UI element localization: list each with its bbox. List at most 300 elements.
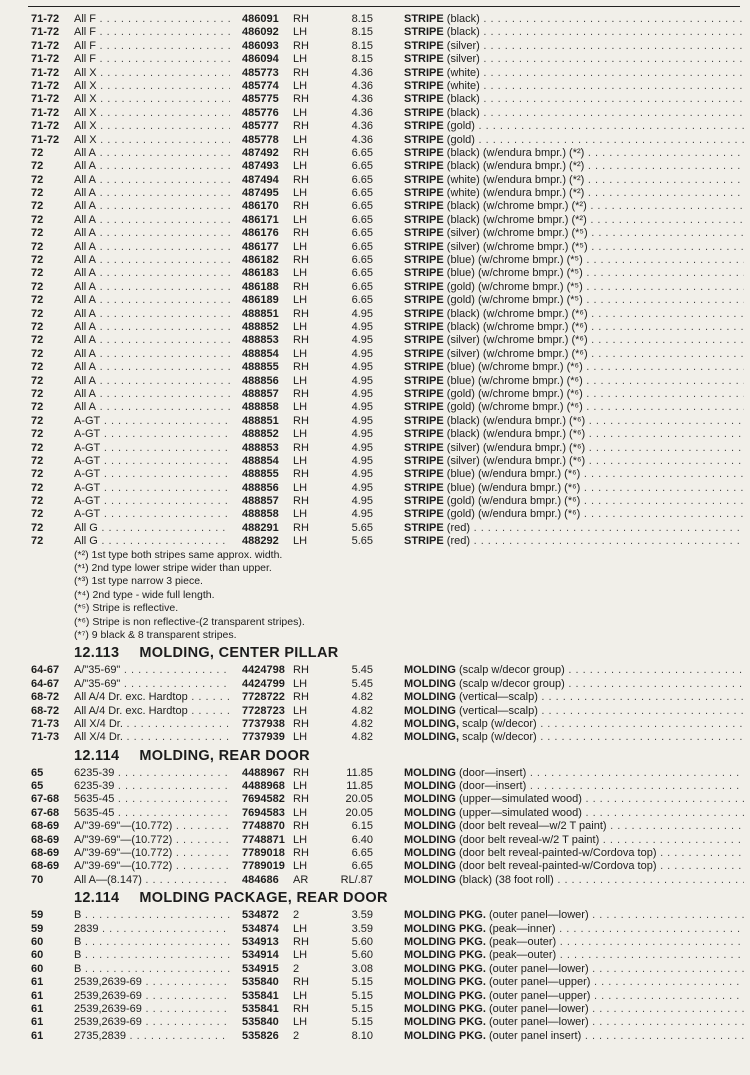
side-cell: LH [293, 481, 308, 494]
description-cell [404, 691, 744, 704]
model-cell: 2735,2839 . . . [74, 1030, 230, 1043]
item-description: (outer panel—lower) [488, 962, 589, 975]
item-name: MOLDING PKG. [404, 936, 486, 948]
model-cell: B . . . [74, 936, 230, 949]
description-cell [404, 949, 744, 962]
item-description: (upper—simulated wood) [459, 793, 582, 806]
model-cell: A/"39-69"—(10.772) . . . [74, 847, 230, 860]
side-cell: RH [293, 39, 309, 52]
description-cell [404, 807, 744, 820]
model-cell: A-GT . . . [74, 495, 230, 508]
side-cell: 2 [293, 1029, 300, 1042]
item-description: (silver) (w/endura bmpr.) (*⁶) [446, 454, 586, 467]
model-cell: All A . . . [74, 401, 230, 414]
part-number-cell: 535840 [242, 976, 279, 989]
item-name: STRIPE [404, 535, 444, 548]
model-cell: 2539,2639-69 . . . [74, 1016, 230, 1029]
description-cell [404, 767, 744, 780]
side-cell: LH [293, 1016, 308, 1029]
side-cell: LH [293, 240, 308, 253]
table-row [0, 200, 750, 213]
item-description: (black) (w/chrome bmpr.) (*⁶) [446, 307, 588, 320]
year-cell: 72 [31, 213, 44, 226]
item-description: scalp (w/decor) [462, 731, 537, 744]
table-row [0, 67, 750, 80]
table-row [0, 1016, 750, 1029]
table-row [0, 401, 750, 414]
description-cell [404, 308, 744, 321]
year-cell: 72 [31, 495, 44, 508]
item-name: STRIPE [404, 387, 444, 400]
table-row [0, 120, 750, 133]
price-cell: 5.60 [351, 936, 373, 948]
description-cell [404, 26, 744, 39]
section-title: MOLDING, CENTER PILLAR [139, 645, 339, 662]
description-cell [404, 847, 744, 860]
model-cell: A/"39-69"—(10.772) . . . [74, 834, 230, 847]
price-cell: 4.95 [351, 468, 373, 481]
description-cell [404, 160, 744, 173]
item-name: STRIPE [404, 133, 444, 146]
part-number-cell: 487493 [242, 160, 279, 173]
year-cell: 60 [31, 949, 44, 962]
model-cell: All A . . . [74, 254, 230, 267]
description-cell [404, 860, 744, 873]
year-cell: 60 [31, 962, 44, 975]
item-description: scalp (w/decor) [462, 717, 537, 730]
year-cell: 71-72 [31, 39, 60, 52]
item-description: (black) (w/endura bmpr.) (*⁶) [446, 428, 586, 441]
item-description: (door—insert) [459, 766, 527, 779]
item-description: (outer panel—upper) [488, 976, 591, 989]
year-cell: 67-68 [31, 793, 60, 806]
description-cell [404, 147, 744, 160]
item-name: STRIPE [404, 39, 444, 52]
model-cell: 5635-45 . . . [74, 793, 230, 806]
item-name: STRIPE [404, 160, 444, 173]
description-cell [404, 482, 744, 495]
item-name: MOLDING [404, 833, 456, 846]
year-cell: 72 [31, 508, 44, 521]
side-cell: RH [293, 414, 309, 427]
price-cell: 5.65 [351, 521, 373, 534]
side-cell: LH [293, 79, 308, 92]
table-row [0, 40, 750, 53]
price-cell: 4.95 [351, 481, 373, 494]
side-cell: LH [293, 780, 308, 793]
price-cell: 5.60 [351, 949, 373, 962]
price-cell: 4.82 [351, 704, 373, 717]
part-number-cell: 486176 [242, 227, 279, 240]
part-number-cell: 488853 [242, 334, 279, 347]
part-number-cell: 488856 [242, 481, 279, 494]
item-description: (silver) (w/chrome bmpr.) (*⁵) [446, 240, 588, 253]
price-cell: 11.85 [346, 780, 373, 793]
item-description: (gold) (w/chrome bmpr.) (*⁵) [446, 280, 583, 293]
part-number-cell: 488291 [242, 521, 279, 534]
part-number-cell: 535841 [242, 1002, 279, 1015]
item-name: MOLDING [404, 664, 456, 677]
side-cell: LH [293, 677, 308, 690]
model-cell: All A . . . [74, 147, 230, 160]
year-cell: 65 [31, 766, 44, 779]
side-cell: LH [293, 213, 308, 226]
item-description: (door belt reveal—w/2 T paint) [459, 820, 607, 833]
section-number: 12.113 [74, 645, 120, 662]
year-cell: 72 [31, 481, 44, 494]
side-cell: RH [293, 521, 309, 534]
item-name: MOLDING [404, 847, 456, 860]
model-cell: All A . . . [74, 388, 230, 401]
description-cell [404, 281, 744, 294]
description-cell [404, 1030, 744, 1043]
item-name: MOLDING [404, 677, 456, 690]
year-cell: 72 [31, 294, 44, 307]
side-cell: RH [293, 691, 309, 704]
table-row [0, 254, 750, 267]
model-cell: All A . . . [74, 214, 230, 227]
model-cell: All A . . . [74, 294, 230, 307]
description-cell [404, 705, 744, 718]
year-cell: 71-72 [31, 79, 60, 92]
table-row [0, 214, 750, 227]
item-description: (vertical—scalp) [459, 691, 538, 704]
price-cell: 4.95 [351, 441, 373, 454]
price-cell: 4.82 [351, 717, 373, 730]
model-cell: A-GT . . . [74, 455, 230, 468]
description-cell [404, 874, 744, 887]
model-cell: A-GT . . . [74, 468, 230, 481]
side-cell: LH [293, 731, 308, 744]
price-cell: 4.82 [351, 731, 373, 744]
price-cell: 11.85 [346, 766, 373, 779]
part-number-cell: 488851 [242, 414, 279, 427]
item-name: STRIPE [404, 294, 444, 307]
year-cell: 71-73 [31, 731, 60, 744]
item-description: (black) [446, 93, 480, 106]
description-cell [404, 254, 744, 267]
year-cell: 72 [31, 535, 44, 548]
price-cell: 8.15 [351, 53, 373, 66]
item-description: (gold) (w/chrome bmpr.) (*⁵) [446, 294, 583, 307]
year-cell: 71-72 [31, 13, 60, 25]
item-name: MOLDING, [404, 731, 459, 744]
table-row [0, 267, 750, 280]
description-cell [404, 522, 744, 535]
model-cell: All A . . . [74, 281, 230, 294]
part-number-cell: 485775 [242, 93, 279, 106]
item-description: (black) (w/endura bmpr.) (*²) [446, 146, 585, 159]
description-cell [404, 508, 744, 521]
price-cell: 4.36 [351, 133, 373, 146]
description-cell [404, 321, 744, 334]
part-number-cell: 487495 [242, 187, 279, 200]
item-description: (outer panel insert) [488, 1029, 582, 1042]
description-cell [404, 187, 744, 200]
year-cell: 68-72 [31, 704, 60, 717]
item-name: STRIPE [404, 361, 444, 374]
model-cell: All A/4 Dr. exc. Hardtop . . . [74, 705, 230, 718]
part-number-cell: 488858 [242, 401, 279, 414]
description-cell [404, 415, 744, 428]
part-number-cell: 534915 [242, 962, 279, 975]
item-description: (gold) (w/chrome bmpr.) (*⁶) [446, 387, 583, 400]
item-description: (black) [446, 26, 480, 39]
description-cell [404, 990, 744, 1003]
table-row [0, 923, 750, 936]
description-cell [404, 40, 744, 53]
price-cell: 6.65 [351, 860, 373, 873]
description-cell [404, 334, 744, 347]
price-cell: 5.15 [351, 989, 373, 1002]
part-number-cell: 7789019 [242, 860, 285, 873]
description-cell [404, 174, 744, 187]
footnote: (*⁶) Stripe is non reflective-(2 transparent stripes). [74, 615, 305, 628]
price-cell: 6.65 [351, 847, 373, 860]
price-cell: 20.05 [345, 793, 373, 806]
item-description: (gold) [446, 133, 475, 146]
description-cell [404, 678, 744, 691]
item-name: MOLDING PKG. [404, 976, 486, 989]
item-name: STRIPE [404, 495, 444, 508]
table-row [0, 860, 750, 873]
price-cell: 4.95 [351, 361, 373, 374]
side-cell: RH [293, 976, 309, 989]
price-cell: 3.59 [351, 922, 373, 935]
side-cell: LH [293, 374, 308, 387]
item-description: (silver) (w/chrome bmpr.) (*⁵) [446, 227, 588, 240]
price-cell: 4.95 [351, 495, 373, 508]
part-number-cell: 488857 [242, 495, 279, 508]
side-cell: LH [293, 704, 308, 717]
table-row [0, 321, 750, 334]
year-cell: 59 [31, 909, 44, 922]
year-cell: 71-72 [31, 53, 60, 66]
price-cell: 6.65 [351, 267, 373, 280]
part-number-cell: 486093 [242, 39, 279, 52]
year-cell: 71-72 [31, 66, 60, 79]
side-cell: LH [293, 401, 308, 414]
price-cell: 6.65 [351, 173, 373, 186]
model-cell: All G . . . [74, 522, 230, 535]
part-number-cell: 488858 [242, 508, 279, 521]
item-name: MOLDING [404, 806, 456, 819]
table-row [0, 388, 750, 401]
side-cell: LH [293, 949, 308, 962]
model-cell: All A . . . [74, 348, 230, 361]
side-cell: LH [293, 26, 308, 39]
model-cell: All G . . . [74, 535, 230, 548]
item-description: (gold) [446, 120, 475, 133]
price-cell: 4.95 [351, 428, 373, 441]
year-cell: 68-69 [31, 847, 60, 860]
side-cell: LH [293, 53, 308, 66]
item-description: (white) (w/endura bmpr.) (*²) [446, 187, 585, 200]
description-cell [404, 834, 744, 847]
description-cell [404, 241, 744, 254]
section-number: 12.114 [74, 890, 120, 907]
part-number-cell: 488854 [242, 347, 279, 360]
price-cell: 6.65 [351, 213, 373, 226]
year-cell: 72 [31, 280, 44, 293]
model-cell: B . . . [74, 963, 230, 976]
part-number-cell: 486189 [242, 294, 279, 307]
part-number-cell: 485777 [242, 120, 279, 133]
year-cell: 72 [31, 267, 44, 280]
item-description: (gold) (w/chrome bmpr.) (*⁶) [446, 401, 583, 414]
footnote: (*⁵) Stripe is reflective. [74, 602, 179, 615]
item-description: (scalp w/decor group) [459, 677, 565, 690]
part-number-cell: 488855 [242, 361, 279, 374]
year-cell: 70 [31, 873, 44, 886]
table-row [0, 718, 750, 731]
model-cell: All F . . . [74, 53, 230, 66]
side-cell: RH [293, 936, 309, 948]
description-cell [404, 731, 744, 744]
part-number-cell: 486177 [242, 240, 279, 253]
item-description: (white) (w/endura bmpr.) (*²) [446, 173, 585, 186]
item-name: STRIPE [404, 120, 444, 133]
year-cell: 61 [31, 1002, 44, 1015]
model-cell: 2539,2639-69 . . . [74, 976, 230, 989]
description-cell [404, 1016, 744, 1029]
description-cell [404, 442, 744, 455]
item-name: MOLDING PKG. [404, 949, 486, 962]
footnotes [0, 549, 750, 643]
price-cell: 4.95 [351, 387, 373, 400]
item-description: (outer panel—lower) [488, 909, 589, 922]
item-name: STRIPE [404, 254, 444, 267]
table-row [0, 241, 750, 254]
part-number-cell: 486091 [242, 13, 279, 25]
model-cell: 2839 . . . [74, 923, 230, 936]
year-cell: 71-72 [31, 133, 60, 146]
price-cell: 3.08 [351, 962, 373, 975]
part-number-cell: 4488968 [242, 780, 285, 793]
table-row [0, 308, 750, 321]
year-cell: 61 [31, 989, 44, 1002]
year-cell: 68-69 [31, 820, 60, 833]
year-cell: 72 [31, 146, 44, 159]
model-cell: A/"39-69"—(10.772) . . . [74, 860, 230, 873]
part-number-cell: 534874 [242, 922, 279, 935]
year-cell: 71-72 [31, 93, 60, 106]
side-cell: LH [293, 860, 308, 873]
item-name: STRIPE [404, 26, 444, 39]
table-row [0, 936, 750, 949]
price-cell: 4.36 [351, 93, 373, 106]
price-cell: 6.65 [351, 187, 373, 200]
year-cell: 64-67 [31, 677, 60, 690]
item-name: MOLDING PKG. [404, 1016, 486, 1029]
description-cell [404, 468, 744, 481]
description-cell [404, 227, 744, 240]
table-row [0, 963, 750, 976]
side-cell: RH [293, 66, 309, 79]
side-cell: RH [293, 1002, 309, 1015]
table-row [0, 348, 750, 361]
item-name: STRIPE [404, 79, 444, 92]
side-cell: RH [293, 173, 309, 186]
item-name: STRIPE [404, 227, 444, 240]
table-row [0, 847, 750, 860]
table-row [0, 107, 750, 120]
description-cell [404, 664, 744, 677]
price-cell: 4.36 [351, 120, 373, 133]
side-cell: RH [293, 307, 309, 320]
description-cell [404, 793, 744, 806]
year-cell: 72 [31, 401, 44, 414]
item-name: MOLDING [404, 820, 456, 833]
item-name: STRIPE [404, 187, 444, 200]
part-number-cell: 4488967 [242, 766, 285, 779]
year-cell: 61 [31, 976, 44, 989]
table-row [0, 375, 750, 388]
price-cell: 4.95 [351, 334, 373, 347]
model-cell: 5635-45 . . . [74, 807, 230, 820]
item-name: STRIPE [404, 320, 444, 333]
description-cell [404, 455, 744, 468]
part-number-cell: 485773 [242, 66, 279, 79]
item-description: (black) (w/endura bmpr.) (*⁶) [446, 414, 586, 427]
year-cell: 72 [31, 374, 44, 387]
side-cell: LH [293, 267, 308, 280]
table-row [0, 361, 750, 374]
item-name: MOLDING [404, 780, 456, 793]
item-description: (black) [446, 106, 480, 119]
part-number-cell: 486171 [242, 213, 279, 226]
price-cell: 5.45 [351, 677, 373, 690]
model-cell: A-GT . . . [74, 442, 230, 455]
table-row [0, 187, 750, 200]
table-row [0, 227, 750, 240]
part-number-cell: 7737939 [242, 731, 285, 744]
model-cell: All X/4 Dr. . . . [74, 731, 230, 744]
model-cell: All A . . . [74, 227, 230, 240]
part-number-cell: 484686 [242, 873, 279, 886]
side-cell: RH [293, 361, 309, 374]
table-row [0, 874, 750, 887]
year-cell: 72 [31, 200, 44, 213]
description-cell [404, 107, 744, 120]
table-row [0, 482, 750, 495]
description-cell [404, 976, 744, 989]
table-row [0, 147, 750, 160]
item-description: (silver) [446, 39, 480, 52]
side-cell: LH [293, 347, 308, 360]
description-cell [404, 120, 744, 133]
model-cell: All A . . . [74, 334, 230, 347]
year-cell: 72 [31, 254, 44, 267]
section-heading [0, 887, 750, 909]
description-cell [404, 375, 744, 388]
table-row [0, 26, 750, 39]
item-name: MOLDING PKG. [404, 989, 486, 1002]
year-cell: 72 [31, 414, 44, 427]
part-number-cell: 7694583 [242, 806, 285, 819]
description-cell [404, 535, 744, 548]
part-number-cell: 534913 [242, 936, 279, 948]
item-description: (silver) (w/chrome bmpr.) (*⁶) [446, 347, 588, 360]
table-row [0, 508, 750, 521]
part-number-cell: 534872 [242, 909, 279, 922]
table-row [0, 767, 750, 780]
side-cell: RH [293, 766, 309, 779]
model-cell: All X . . . [74, 80, 230, 93]
part-number-cell: 488857 [242, 387, 279, 400]
side-cell: LH [293, 922, 308, 935]
part-number-cell: 488855 [242, 468, 279, 481]
